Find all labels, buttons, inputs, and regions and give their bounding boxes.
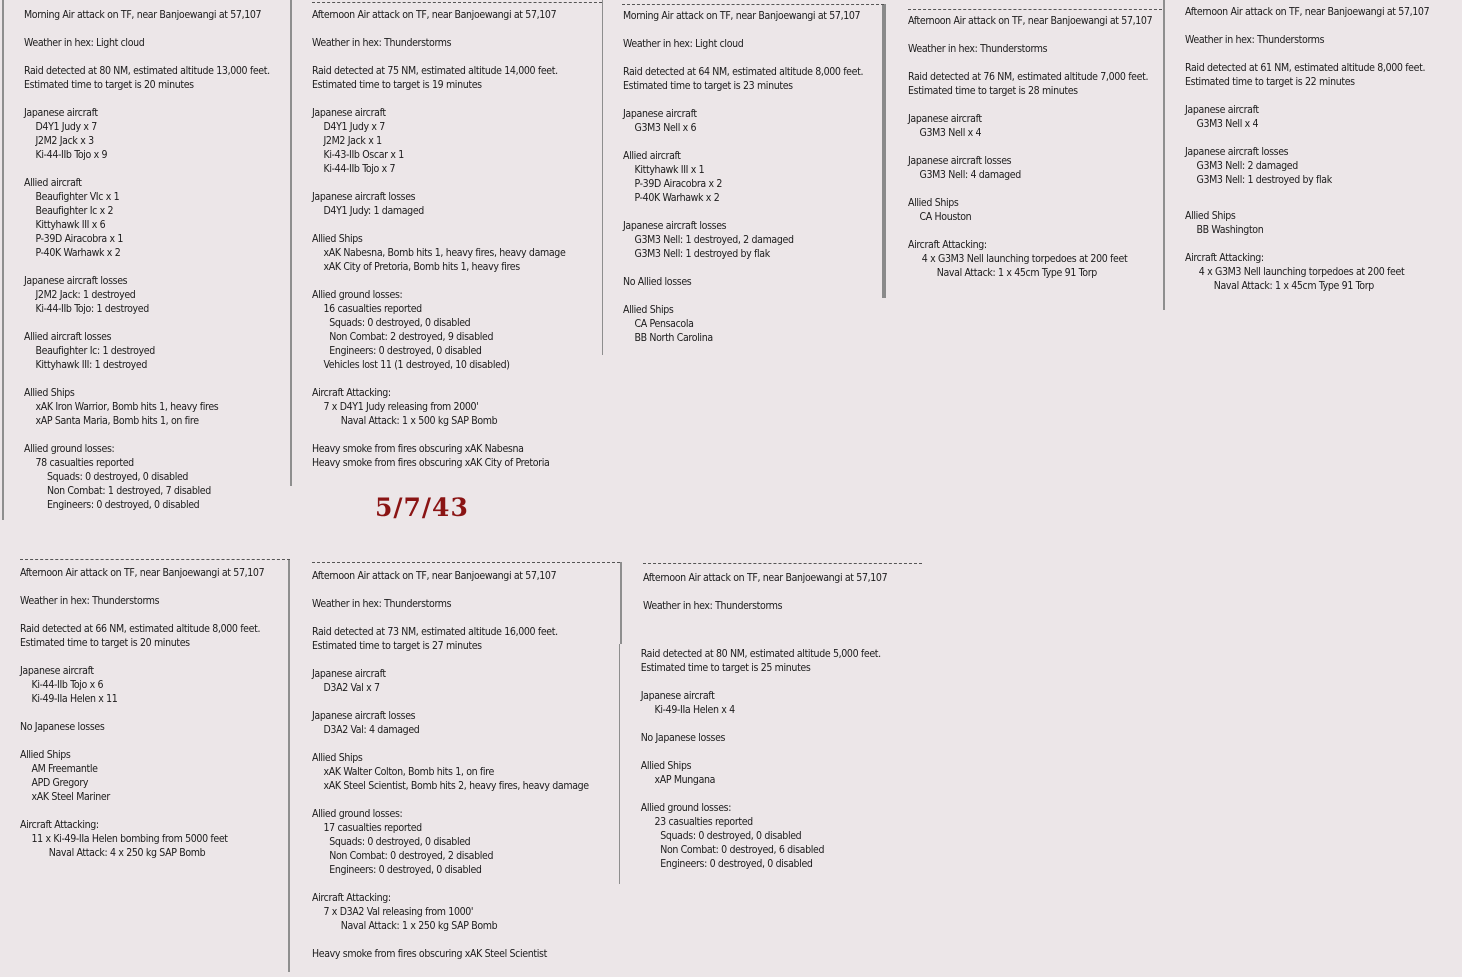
report-line: Allied Ships xyxy=(1185,210,1236,223)
divider-line xyxy=(2,0,4,520)
report-line: Morning Air attack on TF, near Banjoewangi at 57,107 xyxy=(24,9,262,21)
report-line: Engineers: 0 destroyed, 0 disabled xyxy=(660,857,813,870)
report-line: Weather in hex: Light cloud xyxy=(24,37,145,49)
report-line: P-40K Warhawk x 2 xyxy=(634,192,720,204)
report-line: Ki-44-IIb Tojo x 9 xyxy=(35,149,108,161)
report-line: xAP Mungana xyxy=(654,773,716,786)
report-line: J2M2 Jack x 3 xyxy=(35,135,94,147)
report-line: Afternoon Air attack on TF, near Banjoewangi at 57,107 xyxy=(643,572,888,584)
report-line: 4 x G3M3 Nell launching torpedoes at 200 feet xyxy=(1198,266,1405,279)
report-line: Allied ground losses: xyxy=(312,289,403,301)
divider-line xyxy=(619,644,620,884)
separator-dashes xyxy=(643,563,922,564)
report-line: Allied ground losses: xyxy=(24,443,115,455)
report-line: Raid detected at 64 NM, estimated altitude 8,000 feet. xyxy=(623,66,864,78)
report-line: Weather in hex: Light cloud xyxy=(623,38,744,50)
report-line: Squads: 0 destroyed, 0 disabled xyxy=(660,829,802,842)
report-line: Raid detected at 80 NM, estimated altitude 5,000 feet. xyxy=(640,647,881,660)
report-line: Japanese aircraft losses xyxy=(24,275,128,287)
report-line: Estimated time to target is 20 minutes xyxy=(24,79,194,91)
report-line: D4Y1 Judy x 7 xyxy=(35,121,97,133)
report-line: Raid detected at 76 NM, estimated altitude 7,000 feet. xyxy=(908,71,1149,83)
report-line: D3A2 Val x 7 xyxy=(323,682,380,694)
report-line: Heavy smoke from fires obscuring xAK Nabesna xyxy=(312,443,524,455)
report-line: P-40K Warhawk x 2 xyxy=(35,247,121,259)
report-line: Kittyhawk III x 1 xyxy=(634,164,705,176)
report-line: Ki-43-IIb Oscar x 1 xyxy=(323,149,404,161)
report-line: APD Gregory xyxy=(31,777,89,789)
report-line: D4Y1 Judy: 1 damaged xyxy=(323,205,424,217)
report-line: No Allied losses xyxy=(623,276,692,288)
report-line: 23 casualties reported xyxy=(654,815,753,828)
report-line: No Japanese losses xyxy=(20,721,105,733)
report-line: xAK Nabesna, Bomb hits 1, heavy fires, heavy damage xyxy=(323,247,566,259)
report-line: Non Combat: 0 destroyed, 6 disabled xyxy=(660,843,825,856)
report-line: Kittyhawk III x 6 xyxy=(35,219,106,231)
report-line: 78 casualties reported xyxy=(35,457,134,469)
report-line: 7 x D4Y1 Judy releasing from 2000' xyxy=(323,401,479,413)
report-line: Japanese aircraft losses xyxy=(908,155,1012,167)
report-line: Japanese aircraft xyxy=(312,668,386,680)
report-line: Estimated time to target is 25 minutes xyxy=(640,661,811,674)
report-line: Aircraft Attacking: xyxy=(312,387,391,399)
report-line: G3M3 Nell x 4 xyxy=(1196,118,1259,130)
report-line: Beaufighter Ic: 1 destroyed xyxy=(35,345,155,357)
report-line: Ki-44-IIb Tojo x 7 xyxy=(323,163,396,175)
report-line: Estimated time to target is 20 minutes xyxy=(20,637,190,649)
separator-dashes xyxy=(20,559,290,560)
report-line: Heavy smoke from fires obscuring xAK City of Pretoria xyxy=(312,457,550,469)
report-line: Raid detected at 80 NM, estimated altitude 13,000 feet. xyxy=(24,65,270,77)
report-line: 16 casualties reported xyxy=(323,303,422,315)
report-line: Allied Ships xyxy=(20,749,71,761)
divider-line xyxy=(602,0,603,355)
report-line: Afternoon Air attack on TF, near Banjoewangi at 57,107 xyxy=(908,15,1153,27)
report-line: Aircraft Attacking: xyxy=(908,239,987,251)
report-line: Raid detected at 61 NM, estimated altitude 8,000 feet. xyxy=(1185,62,1426,74)
report-line: Raid detected at 66 NM, estimated altitude 8,000 feet. xyxy=(20,623,261,635)
report-line: Allied aircraft xyxy=(24,177,82,189)
report-line: Japanese aircraft losses xyxy=(312,710,416,722)
report-line: xAK Iron Warrior, Bomb hits 1, heavy fires xyxy=(35,401,219,413)
report-line: Estimated time to target is 22 minutes xyxy=(1185,76,1355,88)
report-line: Raid detected at 75 NM, estimated altitude 14,000 feet. xyxy=(312,65,558,77)
report-line: AM Freemantle xyxy=(31,763,98,775)
report-line: Afternoon Air attack on TF, near Banjoewangi at 57,107 xyxy=(312,9,557,21)
report-line: Non Combat: 2 destroyed, 9 disabled xyxy=(329,331,494,343)
report-line: G3M3 Nell x 4 xyxy=(919,127,982,139)
report-line: G3M3 Nell: 1 destroyed, 2 damaged xyxy=(634,234,794,246)
report-line: Allied Ships xyxy=(312,233,363,245)
report-line: G3M3 Nell x 6 xyxy=(634,122,697,134)
report-line: Engineers: 0 destroyed, 0 disabled xyxy=(329,864,482,876)
report-line: Allied ground losses: xyxy=(640,801,732,814)
report-line: Beaufighter VIc x 1 xyxy=(35,191,120,203)
report-line: 4 x G3M3 Nell launching torpedoes at 200 feet xyxy=(921,253,1128,265)
report-line: Aircraft Attacking: xyxy=(1185,252,1264,265)
report-line: Aircraft Attacking: xyxy=(312,892,391,904)
report-line: Allied Ships xyxy=(908,197,959,209)
report-line: D3A2 Val: 4 damaged xyxy=(323,724,420,736)
report-line: Beaufighter Ic x 2 xyxy=(35,205,114,217)
report-line: D4Y1 Judy x 7 xyxy=(323,121,385,133)
report-line: Japanese aircraft xyxy=(623,108,697,120)
report-line: Engineers: 0 destroyed, 0 disabled xyxy=(47,499,200,511)
report-line: Estimated time to target is 27 minutes xyxy=(312,640,482,652)
report-line: Allied Ships xyxy=(24,387,75,399)
report-line: Japanese aircraft xyxy=(20,665,94,677)
separator-dashes xyxy=(312,2,602,3)
report-line: Japanese aircraft xyxy=(312,107,386,119)
report-line: Morning Air attack on TF, near Banjoewangi at 57,107 xyxy=(623,10,861,22)
report-line: Estimated time to target is 23 minutes xyxy=(623,80,793,92)
report-line: Aircraft Attacking: xyxy=(20,819,99,831)
report-line: Afternoon Air attack on TF, near Banjoewangi at 57,107 xyxy=(312,570,557,582)
report-line: G3M3 Nell: 4 damaged xyxy=(919,169,1021,181)
report-line: Engineers: 0 destroyed, 0 disabled xyxy=(329,345,482,357)
report-line: xAP Santa Maria, Bomb hits 1, on fire xyxy=(35,415,199,427)
report-line: Estimated time to target is 19 minutes xyxy=(312,79,482,91)
date-stamp: 5/7/43 xyxy=(375,493,469,522)
report-line: Weather in hex: Thunderstorms xyxy=(1185,34,1325,46)
report-line: 11 x Ki-49-IIa Helen bombing from 5000 feet xyxy=(31,833,228,845)
report-line: Allied aircraft xyxy=(623,150,681,162)
report-line: Japanese aircraft xyxy=(908,113,982,125)
report-line: Heavy smoke from fires obscuring xAK Steel Scientist xyxy=(312,948,547,960)
report-line: Naval Attack: 1 x 250 kg SAP Bomb xyxy=(340,920,498,932)
report-line: xAK Walter Colton, Bomb hits 1, on fire xyxy=(323,766,494,778)
report-line: Japanese aircraft xyxy=(1185,104,1259,116)
report-line: CA Houston xyxy=(919,211,972,223)
report-line: Afternoon Air attack on TF, near Banjoewangi at 57,107 xyxy=(20,567,265,579)
report-line: Squads: 0 destroyed, 0 disabled xyxy=(329,836,471,848)
report-line: Non Combat: 0 destroyed, 2 disabled xyxy=(329,850,494,862)
report-line: Allied ground losses: xyxy=(312,808,403,820)
report-line: Japanese aircraft losses xyxy=(312,191,416,203)
report-line: Ki-49-IIa Helen x 11 xyxy=(31,693,118,705)
report-line: Squads: 0 destroyed, 0 disabled xyxy=(329,317,471,329)
report-line: Weather in hex: Thunderstorms xyxy=(20,595,160,607)
report-line: P-39D Airacobra x 2 xyxy=(634,178,723,190)
separator-dashes xyxy=(908,9,1162,10)
report-line: P-39D Airacobra x 1 xyxy=(35,233,124,245)
report-line: No Japanese losses xyxy=(640,731,726,744)
report-line: Weather in hex: Thunderstorms xyxy=(643,600,783,612)
report-line: Weather in hex: Thunderstorms xyxy=(312,598,452,610)
report-line: J2M2 Jack x 1 xyxy=(323,135,382,147)
report-line: 7 x D3A2 Val releasing from 1000' xyxy=(323,906,474,918)
report-line: Naval Attack: 4 x 250 kg SAP Bomb xyxy=(48,847,206,859)
report-line: Non Combat: 1 destroyed, 7 disabled xyxy=(47,485,211,497)
divider-line xyxy=(1163,0,1165,310)
report-line: Japanese aircraft losses xyxy=(623,220,727,232)
report-line: Allied Ships xyxy=(640,759,692,772)
report-line: BB Washington xyxy=(1196,224,1264,237)
report-line: J2M2 Jack: 1 destroyed xyxy=(35,289,136,301)
report-line: xAK Steel Scientist, Bomb hits 2, heavy fires, heavy damage xyxy=(323,780,589,792)
report-line: Squads: 0 destroyed, 0 disabled xyxy=(47,471,189,483)
report-line: Allied Ships xyxy=(623,304,674,316)
report-line: Naval Attack: 1 x 500 kg SAP Bomb xyxy=(340,415,498,427)
report-line: Weather in hex: Thunderstorms xyxy=(908,43,1048,55)
report-line: CA Pensacola xyxy=(634,318,694,330)
divider-line xyxy=(288,560,290,972)
report-line: 17 casualties reported xyxy=(323,822,422,834)
divider-line xyxy=(882,4,886,298)
report-line: BB North Carolina xyxy=(634,332,713,344)
report-line: Japanese aircraft xyxy=(24,107,98,119)
report-line: Allied aircraft losses xyxy=(24,331,112,343)
report-line: Naval Attack: 1 x 45cm Type 91 Torp xyxy=(1213,280,1374,293)
separator-dashes xyxy=(312,562,620,563)
report-line: Weather in hex: Thunderstorms xyxy=(312,37,452,49)
divider-line xyxy=(290,0,292,486)
report-line: Ki-49-IIa Helen x 4 xyxy=(654,703,735,716)
report-line: G3M3 Nell: 1 destroyed by flak xyxy=(1196,174,1332,186)
report-line: Ki-44-IIb Tojo x 6 xyxy=(31,679,104,691)
report-line: xAK City of Pretoria, Bomb hits 1, heavy fires xyxy=(323,261,520,273)
report-line: Japanese aircraft xyxy=(640,689,715,702)
report-line: Allied Ships xyxy=(312,752,363,764)
divider-line xyxy=(620,562,622,644)
report-line: Afternoon Air attack on TF, near Banjoewangi at 57,107 xyxy=(1185,6,1430,18)
report-line: Estimated time to target is 28 minutes xyxy=(908,85,1078,97)
report-line: Japanese aircraft losses xyxy=(1185,146,1289,158)
report-line: Kittyhawk III: 1 destroyed xyxy=(35,359,147,371)
report-line: Vehicles lost 11 (1 destroyed, 10 disabled) xyxy=(323,359,510,371)
report-line: Raid detected at 73 NM, estimated altitude 16,000 feet. xyxy=(312,626,558,638)
report-line: Naval Attack: 1 x 45cm Type 91 Torp xyxy=(936,267,1097,279)
report-line: G3M3 Nell: 2 damaged xyxy=(1196,160,1298,172)
report-line: xAK Steel Mariner xyxy=(31,791,110,803)
separator-dashes xyxy=(622,4,884,5)
report-line: G3M3 Nell: 1 destroyed by flak xyxy=(634,248,770,260)
report-line: Ki-44-IIb Tojo: 1 destroyed xyxy=(35,303,149,315)
